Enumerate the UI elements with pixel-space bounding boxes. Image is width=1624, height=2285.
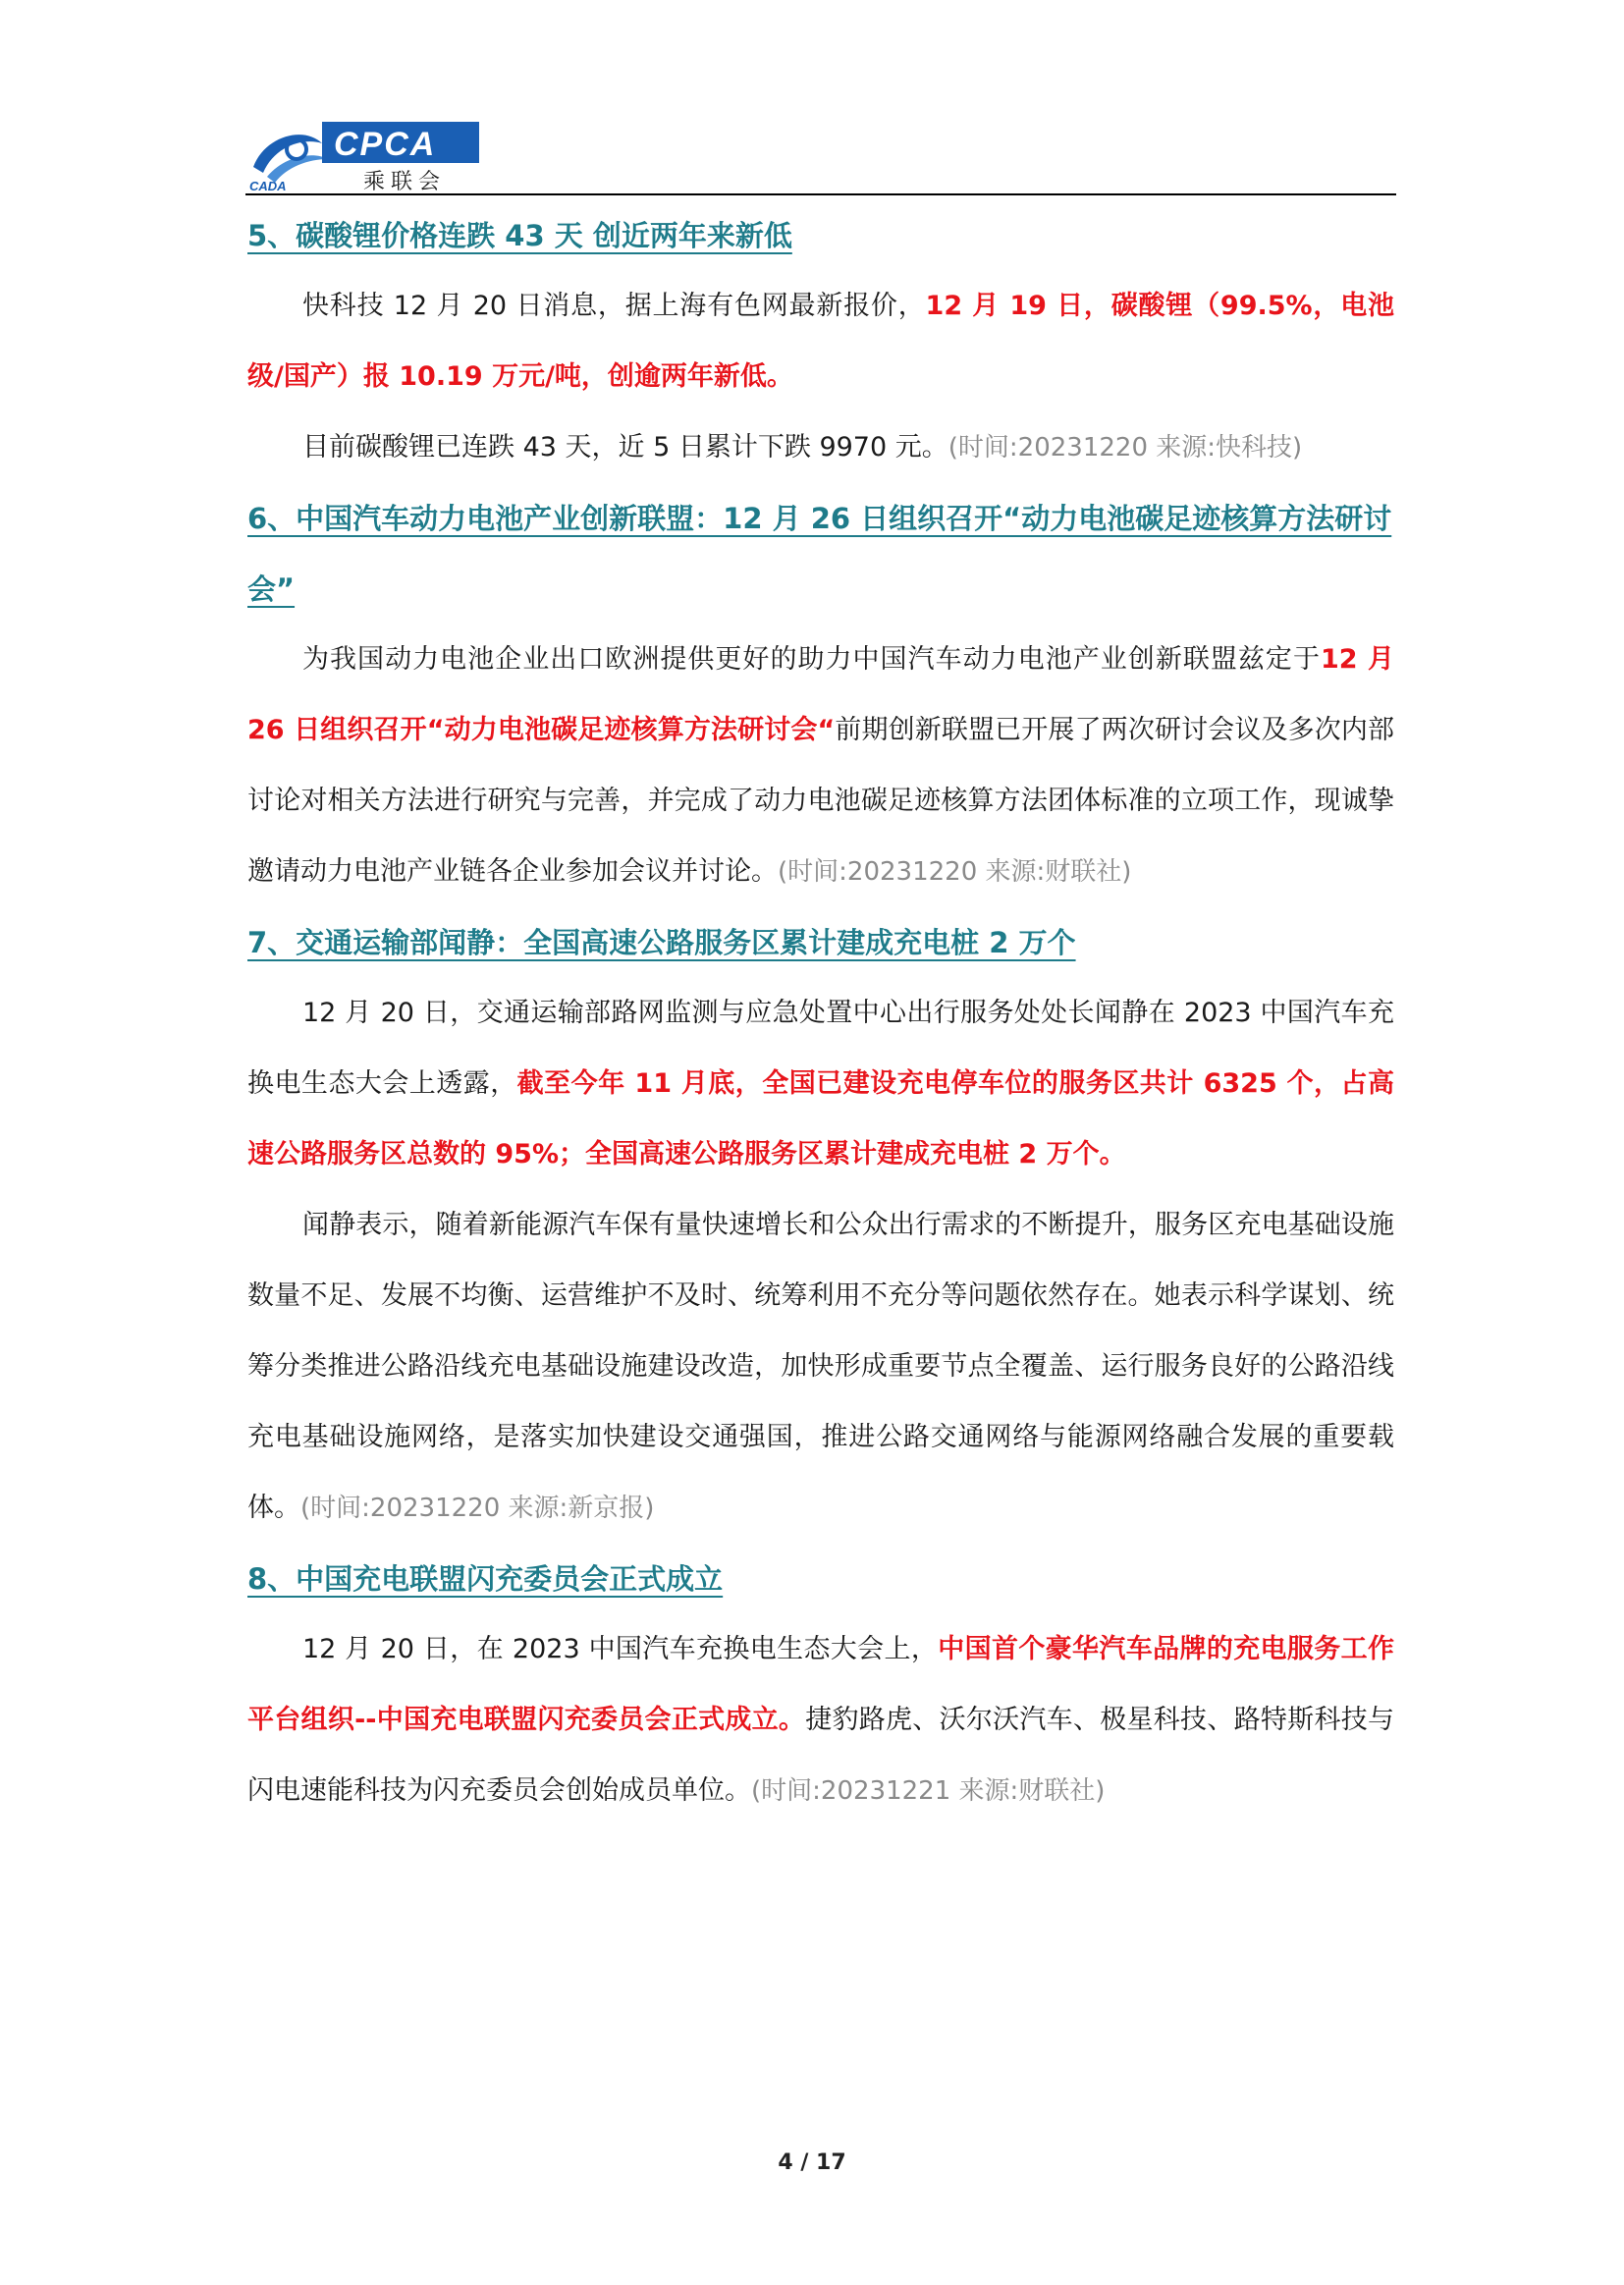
section-paragraph xyxy=(247,978,1394,1190)
section-paragraph xyxy=(247,1614,1394,1826)
logo-text: CPCA xyxy=(334,126,437,163)
highlight-text: 12 月 26 日组织召开“动力电池碳足迹核算方法研讨会“ xyxy=(247,644,1395,745)
highlight-text: 12 月 19 日，碳酸锂（99.5%，电池级/国产）报 10.19 万元/吨，创逾两年新低。 xyxy=(247,291,1394,392)
section-paragraph xyxy=(247,271,1394,412)
page-header xyxy=(245,116,1396,194)
section-heading: 7、交通运输部闻静：全国高速公路服务区累计建成充电桩 2 万个 xyxy=(247,926,1076,959)
logo-subtitle: 乘联会 xyxy=(363,170,447,192)
body-text: 12 月 20 日，在 2023 中国汽车充换电生态大会上， xyxy=(302,1634,939,1664)
section-paragraph xyxy=(247,412,1394,483)
section-heading: 8、中国充电联盟闪充委员会正式成立 xyxy=(247,1562,724,1596)
source-citation: (时间:20231220 来源:新京报) xyxy=(300,1494,655,1523)
section-paragraph xyxy=(247,625,1394,907)
cpca-logo xyxy=(245,116,481,192)
article-body xyxy=(247,200,1394,1826)
body-text: 为我国动力电池企业出口欧洲提供更好的助力中国汽车动力电池产业创新联盟兹定于 xyxy=(302,644,1321,675)
section-heading: 6、中国汽车动力电池产业创新联盟：12 月 26 日组织召开“动力电池碳足迹核算方法研讨会” xyxy=(247,502,1392,606)
source-citation: (时间:20231220 来源:快科技) xyxy=(947,433,1303,462)
source-citation: (时间:20231221 来源:财联社) xyxy=(751,1776,1106,1806)
logo-mark-text: CADA xyxy=(249,179,287,192)
body-text: 闻静表示，随着新能源汽车保有量快速增长和公众出行需求的不断提升，服务区充电基础设施数量不足、发展不均衡、运营维护不及时、统筹利用不充分等问题依然存在。她表示科学谋划、统筹分类推进公路沿线充电基础设施建设改造，加快形成重要节点全覆盖、运行服务良好的公路沿线充电基础设施网络，是落实加快建设交通强国，推进公路交通网络与能源网络融合发展的重要载体。 xyxy=(247,1210,1394,1523)
highlight-text: 截至今年 11 月底，全国已建设充电停车位的服务区共计 6325 个，占高速公路服务区总数的 95%；全国高速公路服务区累计建成充电桩 2 万个。 xyxy=(247,1068,1394,1170)
source-citation: (时间:20231220 来源:财联社) xyxy=(778,857,1132,887)
section-heading: 5、碳酸锂价格连跌 43 天 创近两年来新低 xyxy=(247,219,792,252)
highlight-text: 中国首个豪华汽车品牌的充电服务工作平台组织--中国充电联盟闪充委员会正式成立。 xyxy=(247,1634,1394,1735)
body-text: 捷豹路虎、沃尔沃汽车、极星科技、路特斯科技与闪电速能科技为闪充委员会创始成员单位。 xyxy=(247,1705,1394,1806)
body-text: 12 月 20 日，交通运输部路网监测与应急处置中心出行服务处处长闻静在 2023 中国汽车充换电生态大会上透露， xyxy=(247,998,1394,1099)
header-rule xyxy=(245,193,1396,195)
page-number: 4 / 17 xyxy=(778,2150,846,2175)
body-text: 前期创新联盟已开展了两次研讨会议及多次内部讨论对相关方法进行研究与完善，并完成了动力电池碳足迹核算方法团体标准的立项工作，现诚挚邀请动力电池产业链各企业参加会议并讨论。 xyxy=(247,715,1394,887)
section-paragraph xyxy=(247,1190,1394,1544)
body-text: 目前碳酸锂已连跌 43 天，近 5 日累计下跌 9970 元。 xyxy=(302,432,948,462)
body-text: 快科技 12 月 20 日消息，据上海有色网最新报价， xyxy=(302,291,926,321)
